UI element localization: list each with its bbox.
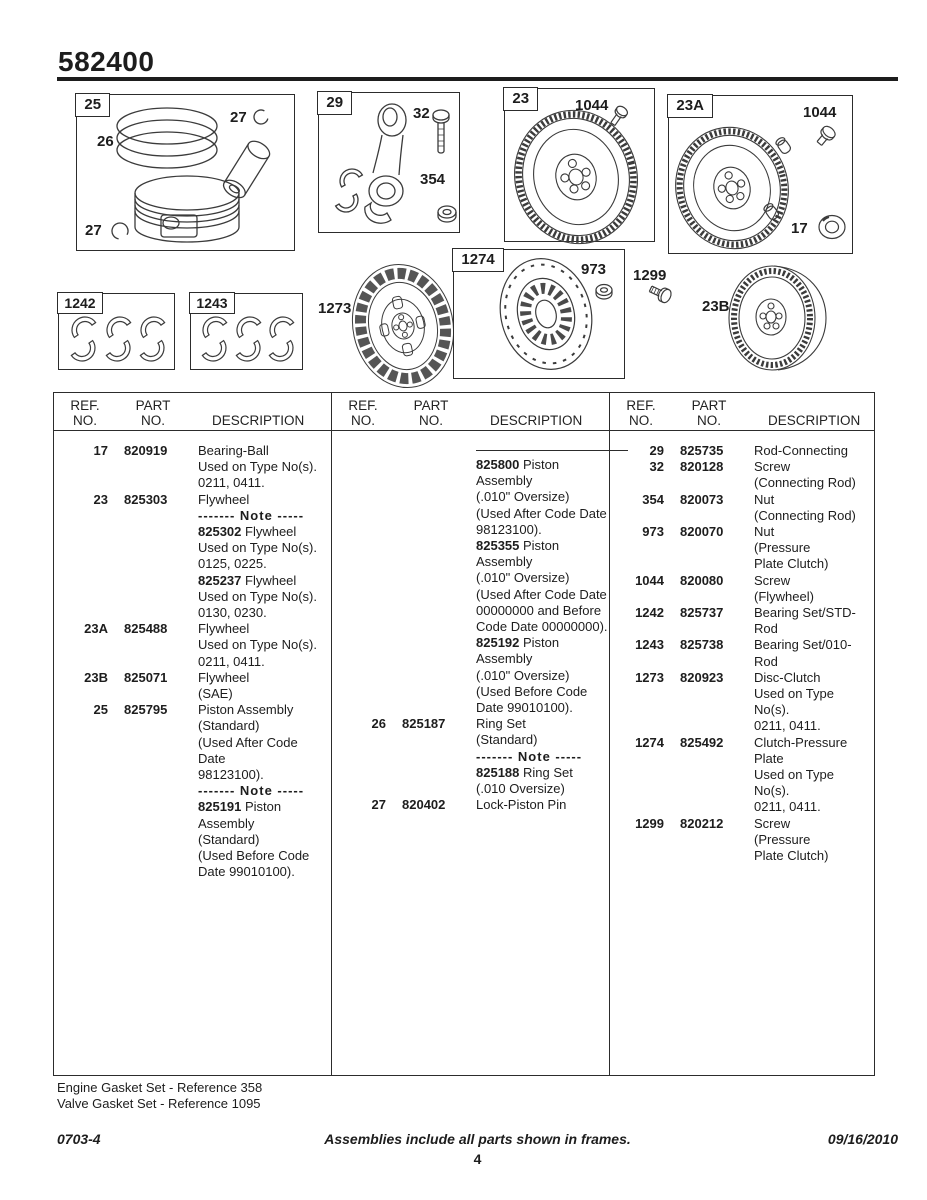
description — [754, 573, 870, 605]
bearing-set-drawing — [59, 294, 173, 368]
description-line: Bearing Set/STD-Rod — [754, 605, 856, 637]
description-line: Bearing-Ball — [198, 443, 269, 458]
ref-no: 17 — [93, 443, 108, 458]
header-part-line2: NO. — [418, 413, 443, 428]
description-line: 00000000 and Before — [476, 602, 602, 618]
ref-no — [340, 443, 386, 716]
header-description: DESCRIPTION — [212, 413, 305, 428]
description-line: Used on Type No(s). — [198, 637, 317, 653]
description — [754, 443, 870, 459]
description-line: Disc-Clutch — [754, 669, 821, 685]
description-line: 0211, 0411. — [198, 475, 265, 491]
frame-label-pressure-plate: 1274 — [452, 248, 503, 272]
part-label-ring-set: 26 — [97, 133, 114, 150]
description-line: Used on Type No(s). — [198, 459, 317, 475]
ref-no: 1242 — [635, 605, 664, 621]
description-line: Screw — [754, 815, 791, 831]
header-ref-line1: REF. — [70, 398, 100, 413]
part-entry — [618, 573, 870, 605]
ref-no: 26 — [371, 716, 386, 732]
description-line: Piston Assembly — [198, 702, 294, 718]
ref-no: 25 — [93, 702, 108, 718]
description — [754, 637, 870, 669]
part-entry — [62, 492, 327, 622]
description — [754, 605, 870, 637]
part-no: 820919 — [124, 443, 168, 458]
header-ref-line2: NO. — [628, 413, 653, 428]
description — [198, 492, 327, 622]
description — [754, 670, 870, 735]
page-number: 4 — [473, 1151, 482, 1167]
description-line: (Used After Code Date — [476, 505, 607, 521]
part-label-flywheel-sae: 23B — [702, 298, 730, 315]
page-footer — [57, 1131, 898, 1147]
description-line: Used on Type No(s). — [754, 767, 834, 799]
inline-part-no: 825302 — [198, 524, 242, 540]
inline-part-no: 825355 — [476, 538, 520, 554]
ref-no: 23A — [84, 621, 108, 637]
part-label-bearing-ball: 17 — [791, 220, 808, 237]
description-line: Plate Clutch) — [754, 556, 829, 572]
flywheel-sae-drawing — [726, 258, 834, 376]
description — [476, 443, 630, 716]
table-body-1 — [54, 431, 331, 880]
diagram-frame-bearing-oversize — [190, 293, 303, 370]
description-line: 825800 Piston — [476, 457, 560, 472]
frame-label-bearing-oversize: 1243 — [189, 292, 234, 314]
clutch-disc-drawing — [346, 256, 461, 396]
frame-label-flywheel-alt: 23A — [667, 94, 713, 118]
ref-no: 1243 — [635, 637, 664, 653]
part-entry — [62, 702, 327, 880]
description — [476, 716, 605, 797]
header-description: DESCRIPTION — [768, 413, 861, 428]
description — [198, 702, 327, 880]
table-header — [610, 393, 874, 431]
diagram-frame-piston — [76, 94, 295, 251]
frame-label-rod: 29 — [317, 91, 352, 115]
header-ref-no — [618, 398, 664, 428]
description — [754, 492, 870, 524]
ref-no: 29 — [649, 443, 664, 458]
description-line: (.010" Oversize) — [476, 667, 570, 683]
description — [754, 816, 870, 865]
footnote-engine-gasket: Engine Gasket Set - Reference 358 — [57, 1080, 263, 1095]
header-ref-no — [340, 398, 386, 428]
description-line: 0211, 0411. — [754, 718, 821, 734]
part-label-rod-nut: 354 — [420, 171, 446, 188]
diagram-frame-bearing-std — [58, 293, 175, 370]
description — [754, 524, 870, 573]
description-line: Assembly — [476, 554, 533, 570]
part-label-clutch-nut: 973 — [581, 261, 607, 278]
part-no: 825738 — [680, 637, 724, 653]
description — [476, 797, 605, 813]
description-line: Plate Clutch) — [754, 848, 829, 864]
flywheel-sae-art — [726, 258, 834, 376]
inline-part-no: 825192 — [476, 635, 520, 651]
description-line: (.010" Oversize) — [476, 570, 570, 586]
bearing-set-oversize-drawing — [191, 294, 301, 368]
part-entry — [618, 492, 870, 524]
part-label-flywheel-alt-screw: 1044 — [803, 104, 837, 121]
header-part-no — [124, 398, 182, 428]
description-line: Date 99010100). — [198, 864, 295, 880]
description-line: Assembly — [198, 815, 255, 831]
frame-label-bearing-std: 1242 — [57, 292, 102, 314]
description-line: 98123100). — [198, 767, 264, 783]
description-line: ------- Note ----- — [476, 748, 583, 764]
description-line: Screw — [754, 572, 791, 588]
description-line: Nut — [754, 524, 775, 540]
clutch-screw-drawing — [638, 284, 682, 318]
part-label-rod-screw: 32 — [413, 105, 430, 122]
description-line: Used on Type No(s). — [754, 686, 834, 718]
header-part-line1: PART — [691, 398, 727, 413]
part-entry — [62, 621, 327, 670]
footnote-valve-gasket: Valve Gasket Set - Reference 1095 — [57, 1095, 261, 1111]
ref-no: 1044 — [635, 572, 664, 588]
table-header — [332, 393, 609, 431]
description-line: (Connecting Rod) — [754, 507, 856, 523]
description-line: Flywheel — [198, 491, 250, 507]
header-part-line1: PART — [135, 398, 171, 413]
ref-no: 23B — [84, 669, 108, 685]
header-ref-no — [62, 398, 108, 428]
part-no: 825737 — [680, 605, 724, 621]
ref-no: 1273 — [635, 669, 664, 685]
description-line: Used on Type No(s). — [198, 588, 317, 604]
description-line: (.010" Oversize) — [476, 489, 570, 505]
description-line: (Pressure — [754, 540, 811, 556]
part-no: 825071 — [124, 669, 168, 685]
description-line: 825355 Piston — [476, 538, 560, 554]
description-line: (.010 Oversize) — [476, 781, 565, 797]
header-ref-line1: REF. — [348, 398, 378, 413]
description-line: 825192 Piston — [476, 635, 560, 651]
inline-part-no: 825237 — [198, 572, 242, 588]
description-line: Bearing Set/010-Rod — [754, 637, 852, 669]
table-header — [54, 393, 331, 431]
page-title: 582400 — [58, 46, 155, 77]
header-ref-line2: NO. — [350, 413, 375, 428]
ref-no: 32 — [649, 459, 664, 475]
description-line: 825191 Piston — [198, 799, 282, 815]
header-part-line2: NO. — [696, 413, 721, 428]
description-line: (Used Before Code — [198, 848, 310, 864]
description-line: (Used Before Code — [476, 683, 588, 699]
parts-table — [53, 392, 875, 1076]
description-line: (Used After Code Date — [198, 734, 298, 766]
title-rule — [57, 77, 898, 81]
header-part-line1: PART — [413, 398, 449, 413]
description — [198, 621, 327, 670]
part-no: 825488 — [124, 621, 168, 637]
part-entry — [618, 605, 870, 637]
description-line: Screw — [754, 459, 791, 475]
description-line: (Standard) — [476, 732, 538, 748]
part-no: 820923 — [680, 669, 724, 685]
footer-assemblies-note: Assemblies include all parts shown in frames. — [324, 1131, 631, 1147]
connecting-rod-drawing — [319, 93, 458, 231]
description — [754, 459, 870, 491]
description-line: (Flywheel) — [754, 588, 814, 604]
diagram-frame-rod — [318, 92, 460, 233]
description-line: Flywheel — [198, 669, 250, 685]
part-no: 820070 — [680, 524, 724, 540]
description — [198, 670, 327, 702]
part-entry — [340, 716, 605, 797]
header-ref-line1: REF. — [626, 398, 656, 413]
description-line: Ring Set — [476, 716, 526, 732]
header-part-line2: NO. — [140, 413, 165, 428]
description-line: (Connecting Rod) — [754, 475, 856, 491]
table-body-3 — [610, 431, 874, 864]
piston-drawing — [77, 95, 293, 249]
inline-part-no: 825800 — [476, 457, 520, 472]
frame-label-flywheel: 23 — [503, 87, 538, 111]
header-part-no — [402, 398, 460, 428]
header-ref-line2: NO. — [72, 413, 97, 428]
part-no: 825187 — [402, 716, 446, 732]
inline-part-no: 825188 — [476, 764, 520, 780]
description-line: (Used After Code Date — [476, 586, 607, 602]
part-entry — [62, 443, 327, 492]
description-line: 825302 Flywheel — [198, 524, 297, 540]
clutch-disc-art — [346, 256, 461, 396]
part-label-lock-pin-upper: 27 — [230, 109, 247, 126]
part-entry — [618, 637, 870, 669]
description-line: 825237 Flywheel — [198, 572, 297, 588]
description-line: 0211, 0411. — [754, 799, 821, 815]
description-line: 0125, 0225. — [198, 556, 267, 572]
table-body-2 — [332, 431, 609, 813]
part-entry — [618, 735, 870, 816]
header-description: DESCRIPTION — [490, 413, 583, 428]
part-entry — [340, 443, 608, 716]
part-no: 820212 — [680, 815, 724, 831]
part-no: 820073 — [680, 491, 724, 507]
continuation-rule — [476, 450, 628, 451]
clutch-screw-art — [638, 284, 682, 318]
description-line: 0130, 0230. — [198, 605, 267, 621]
part-no: 825303 — [124, 491, 168, 507]
frame-label-piston: 25 — [75, 93, 110, 117]
description-line: Used on Type No(s). — [198, 540, 317, 556]
description-line: Date 99010100). — [476, 700, 573, 716]
description-line: (SAE) — [198, 686, 233, 702]
part-no: 820080 — [680, 572, 724, 588]
description-line: Code Date 00000000). — [476, 619, 608, 635]
description-line: (Standard) — [198, 831, 260, 847]
description-line: Lock-Piston Pin — [476, 797, 567, 813]
footer-doc-code: 0703-4 — [57, 1131, 101, 1147]
description-line: Clutch-Pressure Plate — [754, 734, 848, 766]
description-line: 98123100). — [476, 521, 542, 537]
part-label-clutch-disc: 1273 — [318, 300, 352, 317]
table-column-2 — [331, 393, 609, 1075]
part-entry — [618, 670, 870, 735]
part-entry — [618, 816, 870, 865]
table-column-1 — [54, 393, 331, 1075]
description — [198, 443, 327, 492]
part-label-flywheel-screw: 1044 — [575, 97, 609, 114]
description-line: ------- Note ----- — [198, 507, 305, 523]
part-entry — [618, 443, 870, 459]
footer-date: 09/16/2010 — [827, 1131, 898, 1147]
footnotes — [57, 1080, 262, 1111]
part-no: 825492 — [680, 734, 724, 750]
ref-no: 23 — [93, 491, 108, 507]
table-column-3 — [609, 393, 874, 1075]
part-label-lock-pin-lower: 27 — [85, 222, 102, 239]
ref-no: 973 — [642, 524, 664, 540]
part-no: 820128 — [680, 459, 724, 475]
inline-part-no: 825191 — [198, 799, 242, 815]
part-entry — [618, 459, 870, 491]
description-line: Assembly — [476, 473, 533, 489]
part-label-clutch-screw: 1299 — [633, 267, 667, 284]
ref-no: 354 — [642, 491, 664, 507]
description-line: Assembly — [476, 651, 533, 667]
part-entry — [618, 524, 870, 573]
header-part-no — [680, 398, 738, 428]
ref-no: 1274 — [635, 734, 664, 750]
part-no: 825795 — [124, 702, 168, 718]
description-line: Flywheel — [198, 621, 250, 637]
description-line: 0211, 0411. — [198, 653, 265, 669]
description-line: Nut — [754, 491, 775, 507]
part-no: 820402 — [402, 797, 446, 813]
ref-no: 27 — [371, 797, 386, 813]
description — [754, 735, 870, 816]
part-no — [402, 443, 460, 716]
description-line: 825188 Ring Set — [476, 764, 573, 780]
description-line: ------- Note ----- — [198, 783, 305, 799]
description-line: Rod-Connecting — [754, 443, 848, 458]
part-entry — [62, 670, 327, 702]
ref-no: 1299 — [635, 815, 664, 831]
description-line: (Standard) — [198, 718, 260, 734]
part-no: 825735 — [680, 443, 724, 458]
part-entry — [340, 797, 605, 813]
description-line: (Pressure — [754, 831, 811, 847]
